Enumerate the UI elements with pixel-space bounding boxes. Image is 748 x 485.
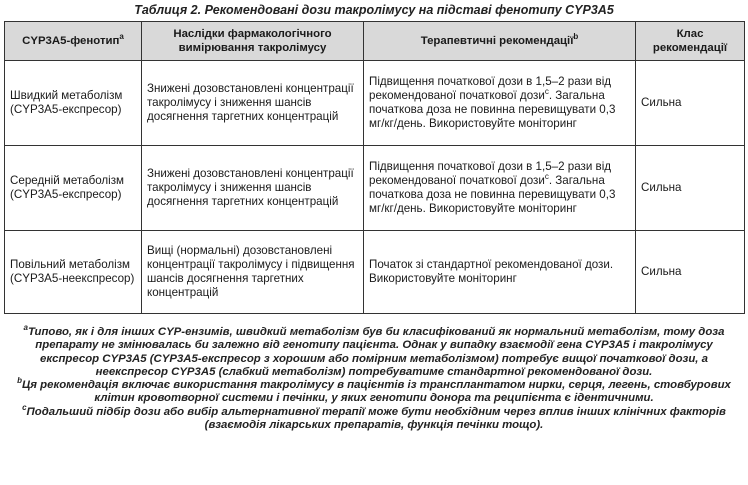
cell-therapeutic: Початок зі стандартної рекомендованої дози. Використовуйте моніторинг [364, 231, 636, 314]
table-row [5, 61, 745, 146]
footnote-c: $^c$Подальший підбір дози або вибір альтернативної терапії може бути необхідним через вплив інших клінічних факторів (взаємодія лікарських препаратів, функція печінки тощо). [22, 402, 726, 432]
header-implications: Наслідки фармакологічного вимірювання такролімусу [142, 22, 364, 61]
header-class: Клас рекомендації [636, 22, 745, 61]
footnote-mark-a: a [119, 32, 124, 42]
footnote-a: $^a$Типово, як і для інших CYP-ензимів, швидкий метаболізм був би класифікований як нормальний метаболізм, тому доза препарату не змінювалась би залежно від генотипу пацієнта. Однак у випадку взаємодії гена CYP3A5 і такролімусу експресор CYP3A5 (CYP3A5-експресор з хорошим або помірним метаболізмом) потребує вищої початкової дози, а неекспресор CYP3A5 (слабкий метаболізм) потребуватиме стандартної рекомендованої дози. [23, 323, 725, 378]
footnote-mark-c: c [544, 172, 549, 182]
dosing-table [4, 21, 745, 314]
header-therapeutic: Терапевтичні рекомендації$^b$ [364, 22, 636, 61]
cell-therapeutic: Підвищення початкової дози в 1,5–2 рази від рекомендованої початкової дози$^c$. Загальна початкова доза не повинна перевищувати 0,3 мг/кг/день. Використовуйте моніторинг [364, 61, 636, 146]
table-row [5, 146, 745, 231]
footnote-mark-b: b [573, 32, 579, 42]
cell-implications: Знижені дозовстановлені концентрації такролімусу і зниження шансів досягнення таргетних концентрацій [142, 61, 364, 146]
cell-phenotype: Повільний метаболізм (CYP3A5-неекспресор) [5, 231, 142, 314]
table-header-row [5, 22, 745, 61]
footnote-b: $^b$Ця рекомендація включає використання такролімусу в пацієнтів із трансплантатом нирки, серця, легень, стовбурових клітин кровотворної системи і печінки, у яких генотипи донора та реципієнта є ідентичними. [17, 376, 731, 405]
header-phenotype: CYP3A5-фенотип$^a$ [5, 22, 142, 61]
table-row [5, 231, 745, 314]
cell-phenotype: Швидкий метаболізм (CYP3A5-експресор) [5, 61, 142, 146]
cell-therapeutic: Підвищення початкової дози в 1,5–2 рази від рекомендованої початкової дози$^c$. Загальна початкова доза не повинна перевищувати 0,3 мг/кг/день. Використовуйте моніторинг [364, 146, 636, 231]
cell-phenotype: Середній метаболізм (CYP3A5-експресор) [5, 146, 142, 231]
cell-class: Сильна [636, 61, 745, 146]
table-caption: Таблиця 2. Рекомендовані дози такролімусу на підставі фенотипу CYP3A5 [134, 3, 614, 17]
cell-implications: Вищі (нормальні) дозовстановлені концентрації такролімусу і підвищення шансів досягнення таргетних концентрацій [142, 231, 364, 314]
table-footnotes [12, 323, 736, 432]
cell-implications: Знижені дозовстановлені концентрації такролімусу і зниження шансів досягнення таргетних концентрацій [142, 146, 364, 231]
cell-class: Сильна [636, 231, 745, 314]
cell-class: Сильна [636, 146, 745, 231]
footnote-mark-c: c [544, 87, 549, 97]
